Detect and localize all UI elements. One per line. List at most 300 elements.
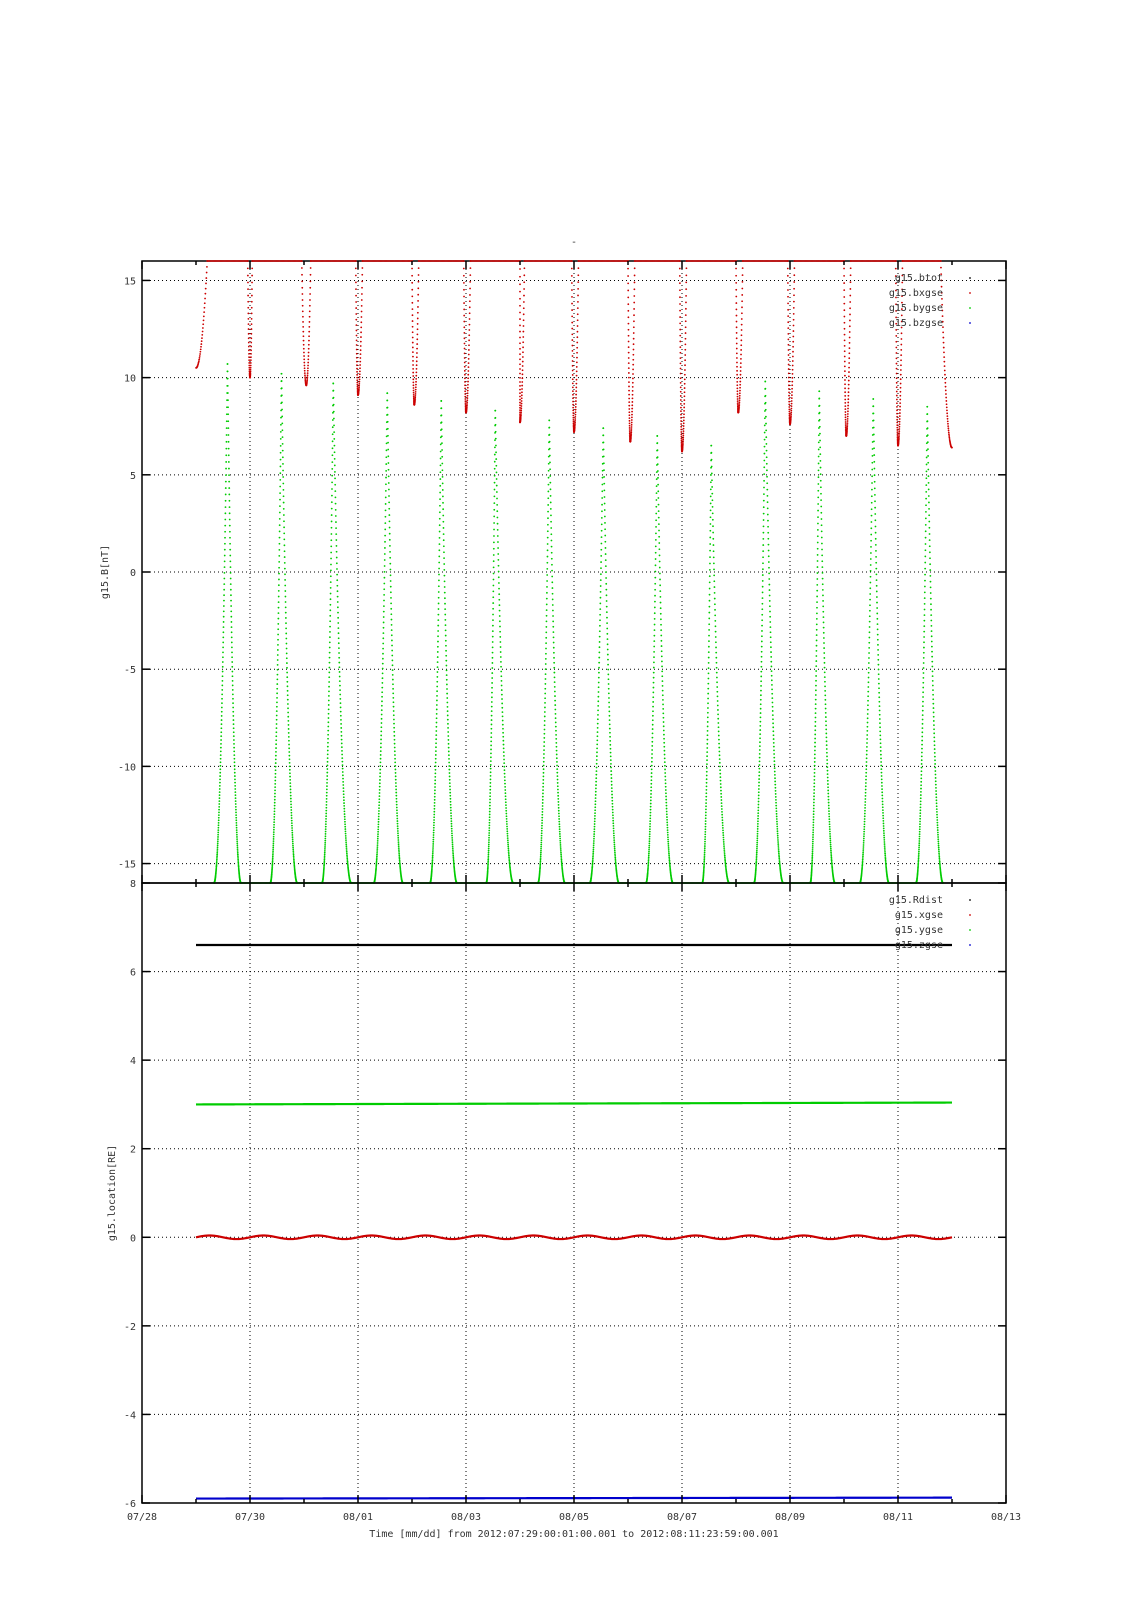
data-point-g15.bygse bbox=[432, 841, 434, 843]
data-point-g15.bxgse bbox=[304, 376, 306, 378]
data-point-g15.bygse bbox=[709, 530, 711, 532]
data-point-g15.bxgse bbox=[683, 422, 685, 424]
data-point-g15.bxgse bbox=[683, 407, 685, 409]
data-point-g15.bxgse bbox=[791, 381, 793, 383]
data-point-g15.bxgse bbox=[849, 295, 851, 297]
data-point-g15.bygse bbox=[326, 785, 328, 787]
data-point-g15.bygse bbox=[501, 685, 503, 687]
data-point-g15.bygse bbox=[648, 861, 650, 863]
data-point-g15.bygse bbox=[445, 655, 447, 657]
data-point-g15.bygse bbox=[490, 736, 492, 738]
data-point-g15.bxgse bbox=[793, 281, 795, 283]
data-point-g15.bxgse bbox=[203, 311, 205, 313]
data-point-g15.bygse bbox=[706, 759, 708, 761]
data-point-g15.bygse bbox=[664, 769, 666, 771]
data-point-g15.bxgse bbox=[412, 337, 414, 339]
data-point-g15.bygse bbox=[540, 855, 542, 857]
data-point-g15.bygse bbox=[229, 506, 231, 508]
data-point-g15.bygse bbox=[506, 821, 508, 823]
data-point-g15.bygse bbox=[325, 828, 327, 830]
data-point-g15.bygse bbox=[282, 436, 284, 438]
data-point-g15.bxgse bbox=[940, 260, 942, 262]
data-point-g15.bygse bbox=[507, 844, 509, 846]
data-point-g15.bygse bbox=[712, 499, 714, 501]
data-point-g15.bygse bbox=[336, 557, 338, 559]
data-point-g15.bxgse bbox=[629, 422, 631, 424]
data-point-g15.bygse bbox=[452, 851, 454, 853]
data-point-g15.bxgse bbox=[901, 332, 903, 334]
data-point-g15.bygse bbox=[778, 847, 780, 849]
data-point-g15.bygse bbox=[237, 857, 239, 859]
data-point-g15.bxgse bbox=[247, 288, 249, 290]
data-point-g15.bygse bbox=[216, 860, 218, 862]
data-point-g15.bygse bbox=[553, 647, 555, 649]
data-point-g15.bygse bbox=[272, 857, 274, 859]
data-point-g15.bygse bbox=[648, 856, 650, 858]
data-point-g15.bygse bbox=[658, 536, 660, 538]
data-point-g15.bygse bbox=[661, 661, 663, 663]
data-point-g15.bygse bbox=[602, 427, 604, 429]
data-point-g15.bxgse bbox=[787, 333, 789, 335]
data-point-g15.bygse bbox=[722, 825, 724, 827]
data-point-g15.bygse bbox=[278, 601, 280, 603]
data-point-g15.bygse bbox=[383, 616, 385, 618]
data-point-g15.bygse bbox=[235, 794, 237, 796]
data-point-g15.bygse bbox=[235, 806, 237, 808]
data-point-g15.bygse bbox=[227, 413, 229, 415]
data-point-g15.bygse bbox=[502, 736, 504, 738]
data-point-g15.bxgse bbox=[679, 329, 681, 331]
data-point-g15.bxgse bbox=[520, 413, 522, 415]
data-point-g15.bxgse bbox=[463, 282, 465, 284]
data-point-g15.bygse bbox=[340, 715, 342, 717]
data-point-g15.bygse bbox=[281, 402, 283, 404]
data-point-g15.bygse bbox=[654, 629, 656, 631]
data-point-g15.bygse bbox=[380, 743, 382, 745]
data-point-g15.bygse bbox=[228, 468, 230, 470]
data-point-g15.bygse bbox=[666, 813, 668, 815]
data-point-g15.bygse bbox=[777, 843, 779, 845]
data-point-g15.bxgse bbox=[896, 413, 898, 415]
data-point-g15.bxgse bbox=[463, 309, 465, 311]
data-point-g15.bxgse bbox=[468, 362, 470, 364]
data-point-g15.bygse bbox=[601, 543, 603, 545]
data-point-g15.bygse bbox=[392, 688, 394, 690]
data-point-g15.bygse bbox=[394, 754, 396, 756]
data-point-g15.bxgse bbox=[895, 335, 897, 337]
data-point-g15.bygse bbox=[398, 855, 400, 857]
data-point-g15.bygse bbox=[284, 568, 286, 570]
data-point-g15.bygse bbox=[601, 510, 603, 512]
data-point-g15.bygse bbox=[380, 735, 382, 737]
data-point-g15.bxgse bbox=[411, 302, 413, 304]
data-point-g15.bxgse bbox=[468, 334, 470, 336]
data-point-g15.bygse bbox=[759, 737, 761, 739]
data-point-g15.bygse bbox=[613, 841, 615, 843]
data-point-g15.bygse bbox=[607, 674, 609, 676]
data-point-g15.bygse bbox=[603, 448, 605, 450]
data-point-g15.bygse bbox=[500, 671, 502, 673]
data-point-g15.bygse bbox=[546, 574, 548, 576]
data-point-g15.bygse bbox=[444, 614, 446, 616]
data-point-g15.bygse bbox=[328, 676, 330, 678]
data-point-g15.bxgse bbox=[572, 397, 574, 399]
data-point-g15.bxgse bbox=[898, 428, 900, 430]
data-point-g15.bxgse bbox=[792, 365, 794, 367]
data-point-g15.bygse bbox=[613, 830, 615, 832]
data-point-g15.bygse bbox=[289, 762, 291, 764]
data-point-g15.bygse bbox=[487, 860, 489, 862]
data-point-g15.bygse bbox=[436, 722, 438, 724]
data-point-g15.bygse bbox=[224, 531, 226, 533]
data-point-g15.bygse bbox=[499, 610, 501, 612]
data-point-g15.bygse bbox=[342, 778, 344, 780]
data-point-g15.bygse bbox=[343, 802, 345, 804]
data-point-g15.bygse bbox=[341, 757, 343, 759]
data-point-g15.bxgse bbox=[572, 378, 574, 380]
data-point-g15.bygse bbox=[233, 735, 235, 737]
data-point-g15.bxgse bbox=[572, 417, 574, 419]
data-point-g15.bxgse bbox=[302, 299, 304, 301]
data-point-g15.bygse bbox=[542, 779, 544, 781]
data-point-g15.bxgse bbox=[360, 341, 362, 343]
data-point-g15.bxgse bbox=[685, 320, 687, 322]
data-point-g15.bygse bbox=[327, 721, 329, 723]
data-point-g15.bxgse bbox=[356, 364, 358, 366]
data-point-g15.bygse bbox=[718, 731, 720, 733]
data-point-g15.bygse bbox=[706, 763, 708, 765]
data-point-g15.bygse bbox=[603, 489, 605, 491]
data-point-g15.bxgse bbox=[416, 352, 418, 354]
data-point-g15.bxgse bbox=[684, 359, 686, 361]
data-point-g15.bygse bbox=[234, 785, 236, 787]
data-point-g15.bxgse bbox=[685, 338, 687, 340]
data-point-g15.bygse bbox=[606, 617, 608, 619]
data-point-g15.bygse bbox=[608, 706, 610, 708]
data-point-g15.bxgse bbox=[736, 315, 738, 317]
data-point-g15.bxgse bbox=[633, 349, 635, 351]
data-point-g15.bxgse bbox=[357, 386, 359, 388]
data-point-g15.bxgse bbox=[680, 426, 682, 428]
data-point-g15.bygse bbox=[434, 793, 436, 795]
data-point-g15.bygse bbox=[380, 726, 382, 728]
data-point-g15.bygse bbox=[391, 660, 393, 662]
data-point-g15.bygse bbox=[228, 448, 230, 450]
data-point-g15.bygse bbox=[329, 641, 331, 643]
data-point-g15.bygse bbox=[386, 392, 388, 394]
data-point-g15.bygse bbox=[225, 461, 227, 463]
data-point-g15.bygse bbox=[452, 849, 454, 851]
data-point-g15.bygse bbox=[231, 647, 233, 649]
data-point-g15.bygse bbox=[543, 761, 545, 763]
data-point-g15.bygse bbox=[436, 726, 438, 728]
data-point-g15.bygse bbox=[398, 847, 400, 849]
data-point-g15.bxgse bbox=[787, 260, 789, 262]
data-point-g15.bygse bbox=[547, 497, 549, 499]
data-point-g15.bygse bbox=[451, 828, 453, 830]
data-point-g15.bxgse bbox=[942, 315, 944, 317]
data-point-g15.bygse bbox=[333, 438, 335, 440]
data-point-g15.bygse bbox=[324, 854, 326, 856]
data-point-g15.bxgse bbox=[468, 354, 470, 356]
data-point-g15.bygse bbox=[443, 569, 445, 571]
data-point-g15.bygse bbox=[488, 832, 490, 834]
data-point-g15.bygse bbox=[221, 707, 223, 709]
data-point-g15.bxgse bbox=[899, 423, 901, 425]
data-point-g15.bxgse bbox=[739, 377, 741, 379]
data-point-g15.bygse bbox=[277, 654, 279, 656]
data-point-g15.bygse bbox=[335, 509, 337, 511]
data-point-g15.bygse bbox=[220, 739, 222, 741]
data-point-g15.bygse bbox=[433, 836, 435, 838]
data-point-g15.bygse bbox=[545, 673, 547, 675]
data-point-g15.bygse bbox=[771, 670, 773, 672]
data-point-g15.bygse bbox=[760, 676, 762, 678]
data-point-g15.bxgse bbox=[412, 351, 414, 353]
data-point-g15.bygse bbox=[345, 830, 347, 832]
data-point-g15.bygse bbox=[230, 594, 232, 596]
data-point-g15.bygse bbox=[444, 619, 446, 621]
data-point-g15.bxgse bbox=[467, 384, 469, 386]
data-point-g15.bxgse bbox=[309, 281, 311, 283]
data-point-g15.bygse bbox=[605, 583, 607, 585]
data-point-g15.bygse bbox=[721, 799, 723, 801]
data-point-g15.bxgse bbox=[522, 346, 524, 348]
data-point-g15.bygse bbox=[450, 812, 452, 814]
data-point-g15.bygse bbox=[339, 694, 341, 696]
data-point-g15.bxgse bbox=[572, 390, 574, 392]
data-point-g15.bygse bbox=[439, 485, 441, 487]
data-point-g15.bxgse bbox=[680, 403, 682, 405]
data-point-g15.bxgse bbox=[788, 381, 790, 383]
data-point-g15.bygse bbox=[705, 820, 707, 822]
data-point-g15.bygse bbox=[494, 482, 496, 484]
data-point-g15.bygse bbox=[655, 545, 657, 547]
data-point-g15.bygse bbox=[338, 647, 340, 649]
data-point-g15.bygse bbox=[715, 657, 717, 659]
data-point-g15.bygse bbox=[606, 594, 608, 596]
data-point-g15.bygse bbox=[229, 512, 231, 514]
data-point-g15.bxgse bbox=[679, 346, 681, 348]
data-point-g15.bxgse bbox=[521, 394, 523, 396]
data-point-g15.bxgse bbox=[847, 413, 849, 415]
data-point-g15.bygse bbox=[704, 851, 706, 853]
data-point-g15.bygse bbox=[649, 820, 651, 822]
data-point-g15.bxgse bbox=[201, 340, 203, 342]
data-point-g15.bxgse bbox=[790, 410, 792, 412]
data-point-g15.bxgse bbox=[632, 386, 634, 388]
figure-title: - bbox=[570, 237, 578, 248]
data-point-g15.bygse bbox=[292, 843, 294, 845]
data-point-g15.bygse bbox=[336, 562, 338, 564]
data-point-g15.bygse bbox=[713, 580, 715, 582]
data-point-g15.bygse bbox=[649, 836, 651, 838]
data-point-g15.bygse bbox=[377, 842, 379, 844]
data-point-g15.bxgse bbox=[577, 295, 579, 297]
data-point-g15.bygse bbox=[285, 638, 287, 640]
data-point-g15.bygse bbox=[436, 686, 438, 688]
data-point-g15.bxgse bbox=[792, 377, 794, 379]
data-point-g15.bygse bbox=[337, 596, 339, 598]
data-point-g15.bxgse bbox=[572, 370, 574, 372]
data-point-g15.bygse bbox=[554, 700, 556, 702]
data-point-g15.bygse bbox=[488, 837, 490, 839]
data-point-g15.bygse bbox=[764, 439, 766, 441]
data-point-g15.bxgse bbox=[788, 395, 790, 397]
data-point-g15.bxgse bbox=[359, 364, 361, 366]
data-point-g15.bxgse bbox=[519, 325, 521, 327]
data-point-g15.bygse bbox=[499, 604, 501, 606]
data-point-g15.bygse bbox=[651, 772, 653, 774]
data-point-g15.bygse bbox=[436, 695, 438, 697]
data-point-g15.bygse bbox=[649, 815, 651, 817]
data-point-g15.bygse bbox=[236, 832, 238, 834]
data-point-g15.bygse bbox=[604, 528, 606, 530]
data-point-g15.bygse bbox=[600, 585, 602, 587]
data-point-g15.bygse bbox=[553, 636, 555, 638]
data-point-g15.bygse bbox=[547, 524, 549, 526]
data-point-g15.bygse bbox=[592, 862, 594, 864]
data-point-g15.bygse bbox=[541, 825, 543, 827]
magnetic-field-grid bbox=[142, 261, 1006, 883]
data-point-g15.bygse bbox=[438, 585, 440, 587]
data-point-g15.bygse bbox=[496, 510, 498, 512]
data-point-g15.bygse bbox=[614, 848, 616, 850]
data-point-g15.bxgse bbox=[634, 267, 636, 269]
data-point-g15.bxgse bbox=[736, 381, 738, 383]
data-point-g15.bygse bbox=[504, 786, 506, 788]
data-point-g15.bygse bbox=[340, 711, 342, 713]
data-point-g15.bygse bbox=[715, 631, 717, 633]
data-point-g15.bxgse bbox=[519, 373, 521, 375]
data-point-g15.bygse bbox=[774, 767, 776, 769]
data-point-g15.bygse bbox=[776, 816, 778, 818]
data-point-g15.bygse bbox=[657, 470, 659, 472]
data-point-g15.bygse bbox=[711, 466, 713, 468]
data-point-g15.bxgse bbox=[361, 311, 363, 313]
data-point-g15.bxgse bbox=[250, 369, 252, 371]
data-point-g15.bygse bbox=[433, 824, 435, 826]
data-point-g15.bygse bbox=[508, 849, 510, 851]
data-point-g15.bygse bbox=[663, 730, 665, 732]
data-point-g15.bygse bbox=[657, 484, 659, 486]
data-point-g15.bxgse bbox=[412, 347, 414, 349]
data-point-g15.bygse bbox=[221, 693, 223, 695]
data-point-g15.bygse bbox=[221, 685, 223, 687]
data-point-g15.bygse bbox=[436, 676, 438, 678]
data-point-g15.bygse bbox=[344, 826, 346, 828]
data-point-g15.bxgse bbox=[575, 383, 577, 385]
data-point-g15.bygse bbox=[775, 799, 777, 801]
data-point-g15.bygse bbox=[391, 655, 393, 657]
data-point-g15.bygse bbox=[337, 612, 339, 614]
data-point-g15.bygse bbox=[285, 617, 287, 619]
data-point-g15.bygse bbox=[229, 543, 231, 545]
data-point-g15.bygse bbox=[506, 826, 508, 828]
data-point-g15.bygse bbox=[446, 679, 448, 681]
data-point-g15.bygse bbox=[546, 609, 548, 611]
data-point-g15.bxgse bbox=[304, 370, 306, 372]
data-point-g15.bygse bbox=[757, 833, 759, 835]
data-point-g15.bygse bbox=[544, 697, 546, 699]
data-point-g15.bxgse bbox=[631, 416, 633, 418]
data-point-g15.bxgse bbox=[738, 403, 740, 405]
data-point-g15.bxgse bbox=[790, 417, 792, 419]
data-point-g15.bxgse bbox=[628, 362, 630, 364]
data-point-g15.bxgse bbox=[788, 388, 790, 390]
data-point-g15.bygse bbox=[660, 618, 662, 620]
data-point-g15.bygse bbox=[281, 387, 283, 389]
data-point-g15.bygse bbox=[434, 779, 436, 781]
data-point-g15.bygse bbox=[380, 758, 382, 760]
data-point-g15.bygse bbox=[596, 755, 598, 757]
data-point-g15.bygse bbox=[439, 531, 441, 533]
data-point-g15.bygse bbox=[609, 744, 611, 746]
data-point-g15.bygse bbox=[382, 648, 384, 650]
data-point-g15.bygse bbox=[707, 712, 709, 714]
data-point-g15.bxgse bbox=[359, 357, 361, 359]
data-point-g15.bxgse bbox=[251, 318, 253, 320]
data-point-g15.bygse bbox=[778, 853, 780, 855]
data-point-g15.bxgse bbox=[848, 388, 850, 390]
data-point-g15.bygse bbox=[757, 826, 759, 828]
data-point-g15.bygse bbox=[764, 446, 766, 448]
data-point-g15.bygse bbox=[282, 470, 284, 472]
data-point-g15.bxgse bbox=[900, 344, 902, 346]
data-point-g15.bxgse bbox=[307, 367, 309, 369]
data-point-g15.bxgse bbox=[251, 328, 253, 330]
data-point-g15.bygse bbox=[593, 848, 595, 850]
data-point-g15.bygse bbox=[344, 816, 346, 818]
data-point-g15.bygse bbox=[281, 409, 283, 411]
data-point-g15.bygse bbox=[436, 709, 438, 711]
data-point-g15.bxgse bbox=[571, 316, 573, 318]
data-point-g15.bygse bbox=[498, 588, 500, 590]
data-point-g15.bygse bbox=[650, 796, 652, 798]
data-point-g15.bygse bbox=[769, 605, 771, 607]
data-point-g15.bxgse bbox=[521, 397, 523, 399]
data-point-g15.bxgse bbox=[519, 396, 521, 398]
data-point-g15.bygse bbox=[555, 734, 557, 736]
data-point-g15.bygse bbox=[603, 441, 605, 443]
data-point-g15.bygse bbox=[598, 686, 600, 688]
data-point-g15.bygse bbox=[448, 769, 450, 771]
data-point-g15.bygse bbox=[397, 837, 399, 839]
data-point-g15.bygse bbox=[274, 780, 276, 782]
data-point-g15.bygse bbox=[441, 421, 443, 423]
data-point-g15.bxgse bbox=[251, 288, 253, 290]
data-point-g15.bxgse bbox=[303, 352, 305, 354]
data-point-g15.bygse bbox=[603, 469, 605, 471]
data-point-g15.bygse bbox=[555, 730, 557, 732]
data-point-g15.bxgse bbox=[467, 381, 469, 383]
data-point-g15.bygse bbox=[761, 630, 763, 632]
data-point-g15.bygse bbox=[551, 546, 553, 548]
data-point-g15.bygse bbox=[547, 530, 549, 532]
data-point-g15.bygse bbox=[229, 531, 231, 533]
data-point-g15.bygse bbox=[666, 811, 668, 813]
data-point-g15.bxgse bbox=[571, 334, 573, 336]
data-point-g15.bygse bbox=[488, 841, 490, 843]
data-point-g15.bygse bbox=[449, 779, 451, 781]
data-point-g15.bygse bbox=[441, 449, 443, 451]
data-point-g15.bygse bbox=[330, 570, 332, 572]
data-point-g15.bxgse bbox=[360, 345, 362, 347]
data-point-g15.bxgse bbox=[355, 313, 357, 315]
data-point-g15.bygse bbox=[323, 860, 325, 862]
data-point-g15.bygse bbox=[609, 740, 611, 742]
data-point-g15.bygse bbox=[657, 497, 659, 499]
